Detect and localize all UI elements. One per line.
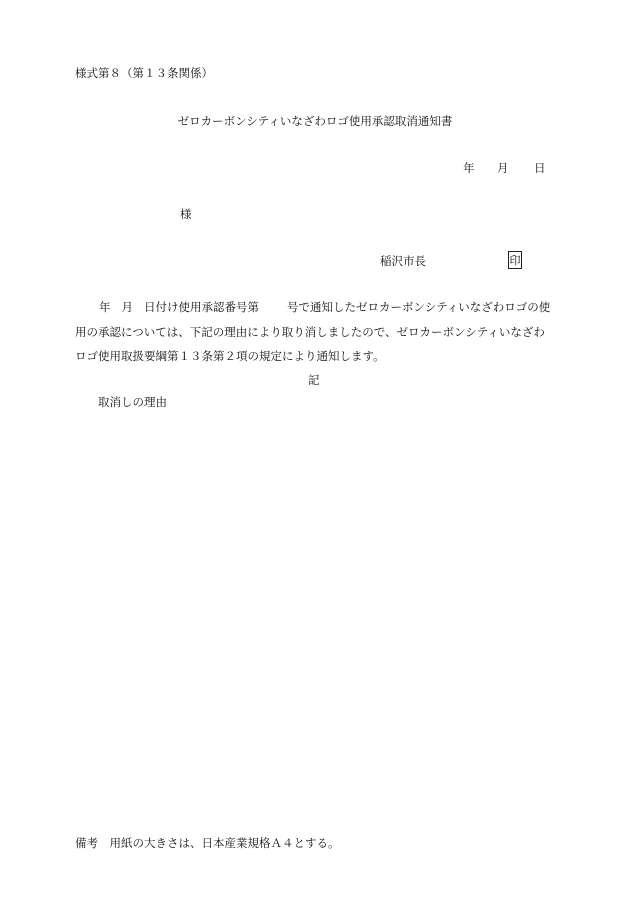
- remarks-note: 備考 用紙の大きさは、日本産業規格Ａ４とする。: [75, 836, 340, 850]
- issuer-name: 稲沢市長: [380, 254, 426, 268]
- date-year-label: 年: [463, 161, 475, 175]
- body-line-3: ロゴ使用取扱要綱第１３条第２項の規定により通知します。: [75, 349, 385, 363]
- date-day-label: 日: [534, 161, 546, 175]
- form-number: 様式第８（第１３条関係）: [75, 66, 213, 80]
- recipient-honorific: 様: [180, 207, 192, 221]
- body-number-suffix: 号で通知したゼロカーボンシティいなざわロゴの使: [287, 300, 551, 314]
- date-month-label: 月: [497, 161, 509, 175]
- body-day-number: 日付け使用承認番号第: [144, 300, 259, 314]
- body-month: 月: [121, 300, 133, 314]
- body-line-1: [75, 302, 550, 314]
- body-year: 年: [99, 300, 111, 314]
- seal-mark: 印: [508, 251, 522, 269]
- record-mark: 記: [308, 373, 320, 387]
- reason-label: 取消しの理由: [98, 395, 167, 409]
- document-title: ゼロカーボンシティいなざわロゴ使用承認取消通知書: [177, 114, 453, 128]
- body-line-2: 用の承認については、下記の理由により取り消しましたので、ゼロカーボンシティいなざわ: [75, 325, 545, 339]
